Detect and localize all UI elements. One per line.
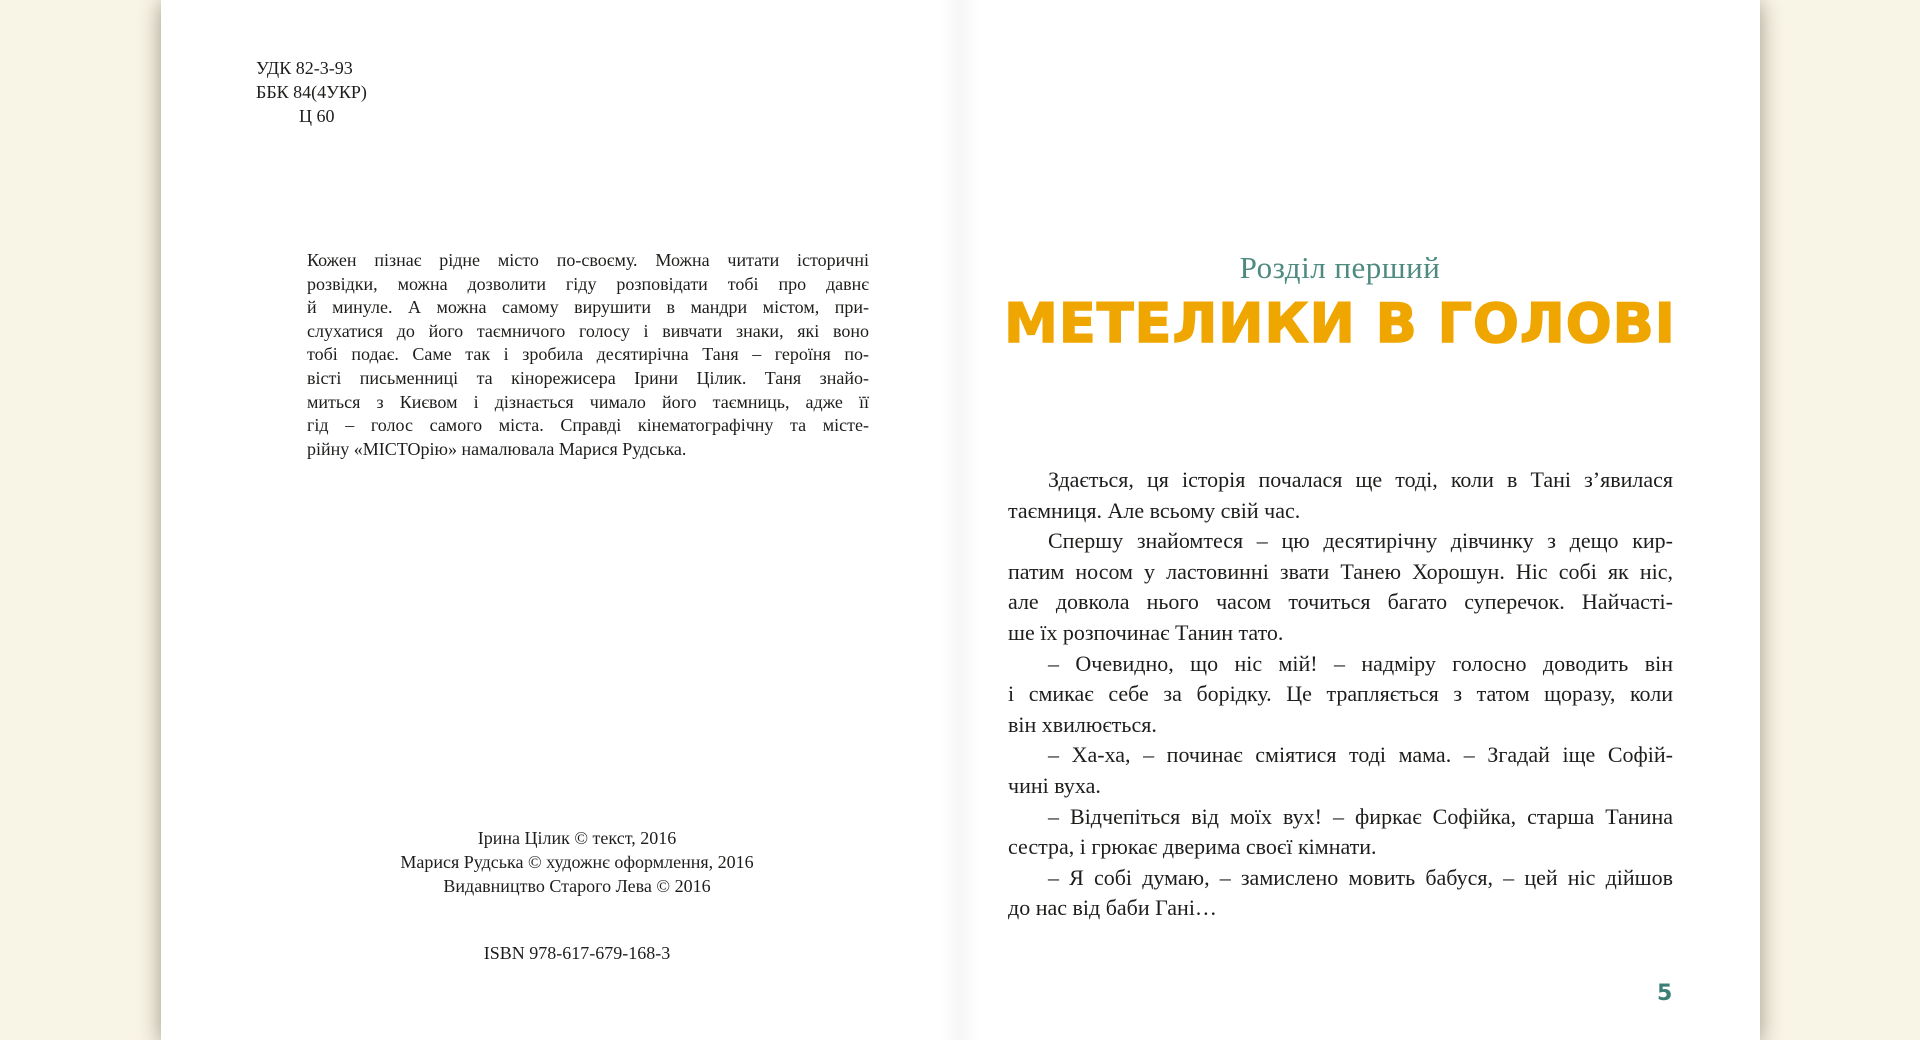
story-line: Спершу знайомтеся – цю десятирічну дівчинку з дещо кир- (1048, 528, 1673, 554)
story-text (1008, 465, 1673, 924)
story-line: сестра, і грюкає дверима своєї кімнати. (1008, 834, 1377, 860)
story-line: чині вуха. (1008, 772, 1101, 798)
annotation-line: розвідки, можна дозволити гіду розповідати тобі про давнє (307, 273, 869, 294)
chapter-title: МЕТЕЛИКИ В ГОЛОВІ (1004, 292, 1676, 355)
udk-code: УДК 82-3-93 (256, 58, 353, 78)
copyright-text: Ірина Цілик © текст, 2016 (477, 828, 677, 848)
story-line: – Відчепіться від моїх вух! – фиркає Софійка, старша Танина (1048, 803, 1673, 829)
annotation-line: Кожен пізнає рідне місто по-своєму. Можна читати історичні (307, 250, 869, 270)
book-annotation (307, 249, 869, 461)
annotation-line: рійну «МІСТОрію» намалювала Марися Рудська. (307, 438, 687, 459)
story-line: і смикає себе за борідку. Це трапляється з татом щоразу, коли (1008, 681, 1673, 707)
story-line: патим носом у ластовинні звати Танею Хорошун. Ніс собі як ніс, (1008, 558, 1673, 584)
story-line: ше їх розпочинає Танин тато. (1008, 619, 1284, 645)
catalog-codes (256, 56, 367, 128)
isbn: ISBN 978-617-679-168-3 (483, 943, 671, 963)
annotation-line: й минуле. А можна самому вирушити в мандри містом, при- (307, 297, 869, 318)
story-line: – Ха-ха, – починає сміятися тоді мама. – Згадай іще Софій- (1048, 742, 1673, 768)
annotation-line: миться з Києвом і дізнається чимало його таємниць, адже її (307, 391, 869, 412)
story-line: він хвилюється. (1008, 711, 1157, 737)
copyright-publisher: Видавництво Старого Лева © 2016 (443, 876, 711, 896)
annotation-line: тобі подає. Саме так і зробила десятирічна Таня – героїня по- (307, 344, 869, 365)
story-line: Здається, ця історія почалася ще тоді, коли в Тані з’явилася (1048, 467, 1673, 492)
annotation-line: слухатися до його таємничого голосу і вивчати знаки, які воно (307, 320, 869, 341)
bbk-code: ББК 84(4УКР) (256, 82, 367, 102)
story-line: але довкола нього часом точиться багато суперечок. Найчасті- (1008, 589, 1673, 615)
annotation-line: гід – голос самого міста. Справді кінематографічну та місте- (307, 415, 869, 436)
page-number: 5 (1657, 981, 1673, 1006)
copyright-block (307, 826, 847, 898)
story-line: таємниця. Але всьому свій час. (1008, 497, 1301, 523)
copyright-illustrations: Марися Рудська © художнє оформлення, 2016 (400, 852, 754, 872)
author-code: Ц 60 (299, 106, 335, 126)
chapter-label: Розділ перший (1239, 250, 1441, 285)
story-line: до нас від баби Гані… (1008, 895, 1217, 921)
annotation-line: вісті письменниці та кінорежисера Ірини Цілик. Таня знайо- (307, 367, 869, 388)
story-line: – Я собі думаю, – замислено мовить бабуся, – цей ніс дійшов (1048, 864, 1673, 890)
story-line: – Очевидно, що ніс мій! – надміру голосно доводить він (1048, 650, 1673, 676)
